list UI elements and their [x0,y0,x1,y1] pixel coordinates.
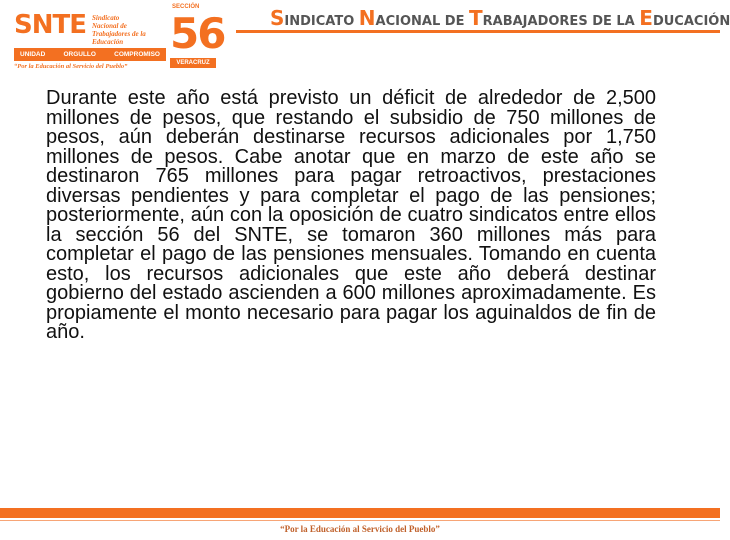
value-unidad: UNIDAD [20,51,46,58]
header-divider [236,30,720,33]
footer-divider [0,520,720,521]
title-word-nacional: ACIONAL DE [375,14,469,29]
main-paragraph: Durante este año está previsto un déficit de alrededor de 2,500 millones de pesos, que restando el subsidio de 750 millones de pesos, aún deberán destinarse recursos adicionales por 1,750 millones de pesos. Cabe anotar que en marzo de este año se destinaron 765 millones para pagar retroactivos, prestaciones diversas pendientes y para completar el pago de las pensiones; posteriormente, aún con la oposición de cuatro sindicatos entre ellos la sección 56 del SNTE, se tomaron 360 millones más para completar el pago de las pensiones mensuales. Tomando en cuenta esto, los recursos adicionales que este año deberá destinar gobierno del estado ascienden a 600 millones aproximadamente. Es propiamente el monto necesario para pagar los aguinaldos de fin de año. [46,87,656,343]
snte-logo [14,6,166,68]
title-initial-t: T [468,6,483,30]
values-bar [14,48,166,61]
footer-motto: “Por la Educación al Servicio del Pueblo” [280,524,440,534]
snte-logo-subtitle: Sindicato Nacional de Trabajadores de la Educación [92,14,146,46]
header-title [270,6,730,30]
title-initial-e: E [639,6,653,30]
title-initial-n: N [358,6,376,30]
seccion-label: SECCIÓN [172,4,200,10]
value-orgullo: ORGULLO [63,51,96,58]
value-compromiso: COMPROMISO [114,51,160,58]
seccion-state: VERACRUZ [170,58,216,68]
title-word-educacion: DUCACIÓN [652,14,730,29]
title-initial-s: S [270,6,285,30]
header-motto: “Por la Educación al Servicio del Pueblo” [14,63,128,70]
snte-logo-text: SNTE [14,10,86,40]
footer-bar [0,508,720,518]
title-word-trabajadores: RABAJADORES DE LA [482,14,640,29]
seccion-number: 56 [170,9,225,58]
seccion-badge [170,4,225,68]
title-word-sindicato: INDICATO [284,14,359,29]
